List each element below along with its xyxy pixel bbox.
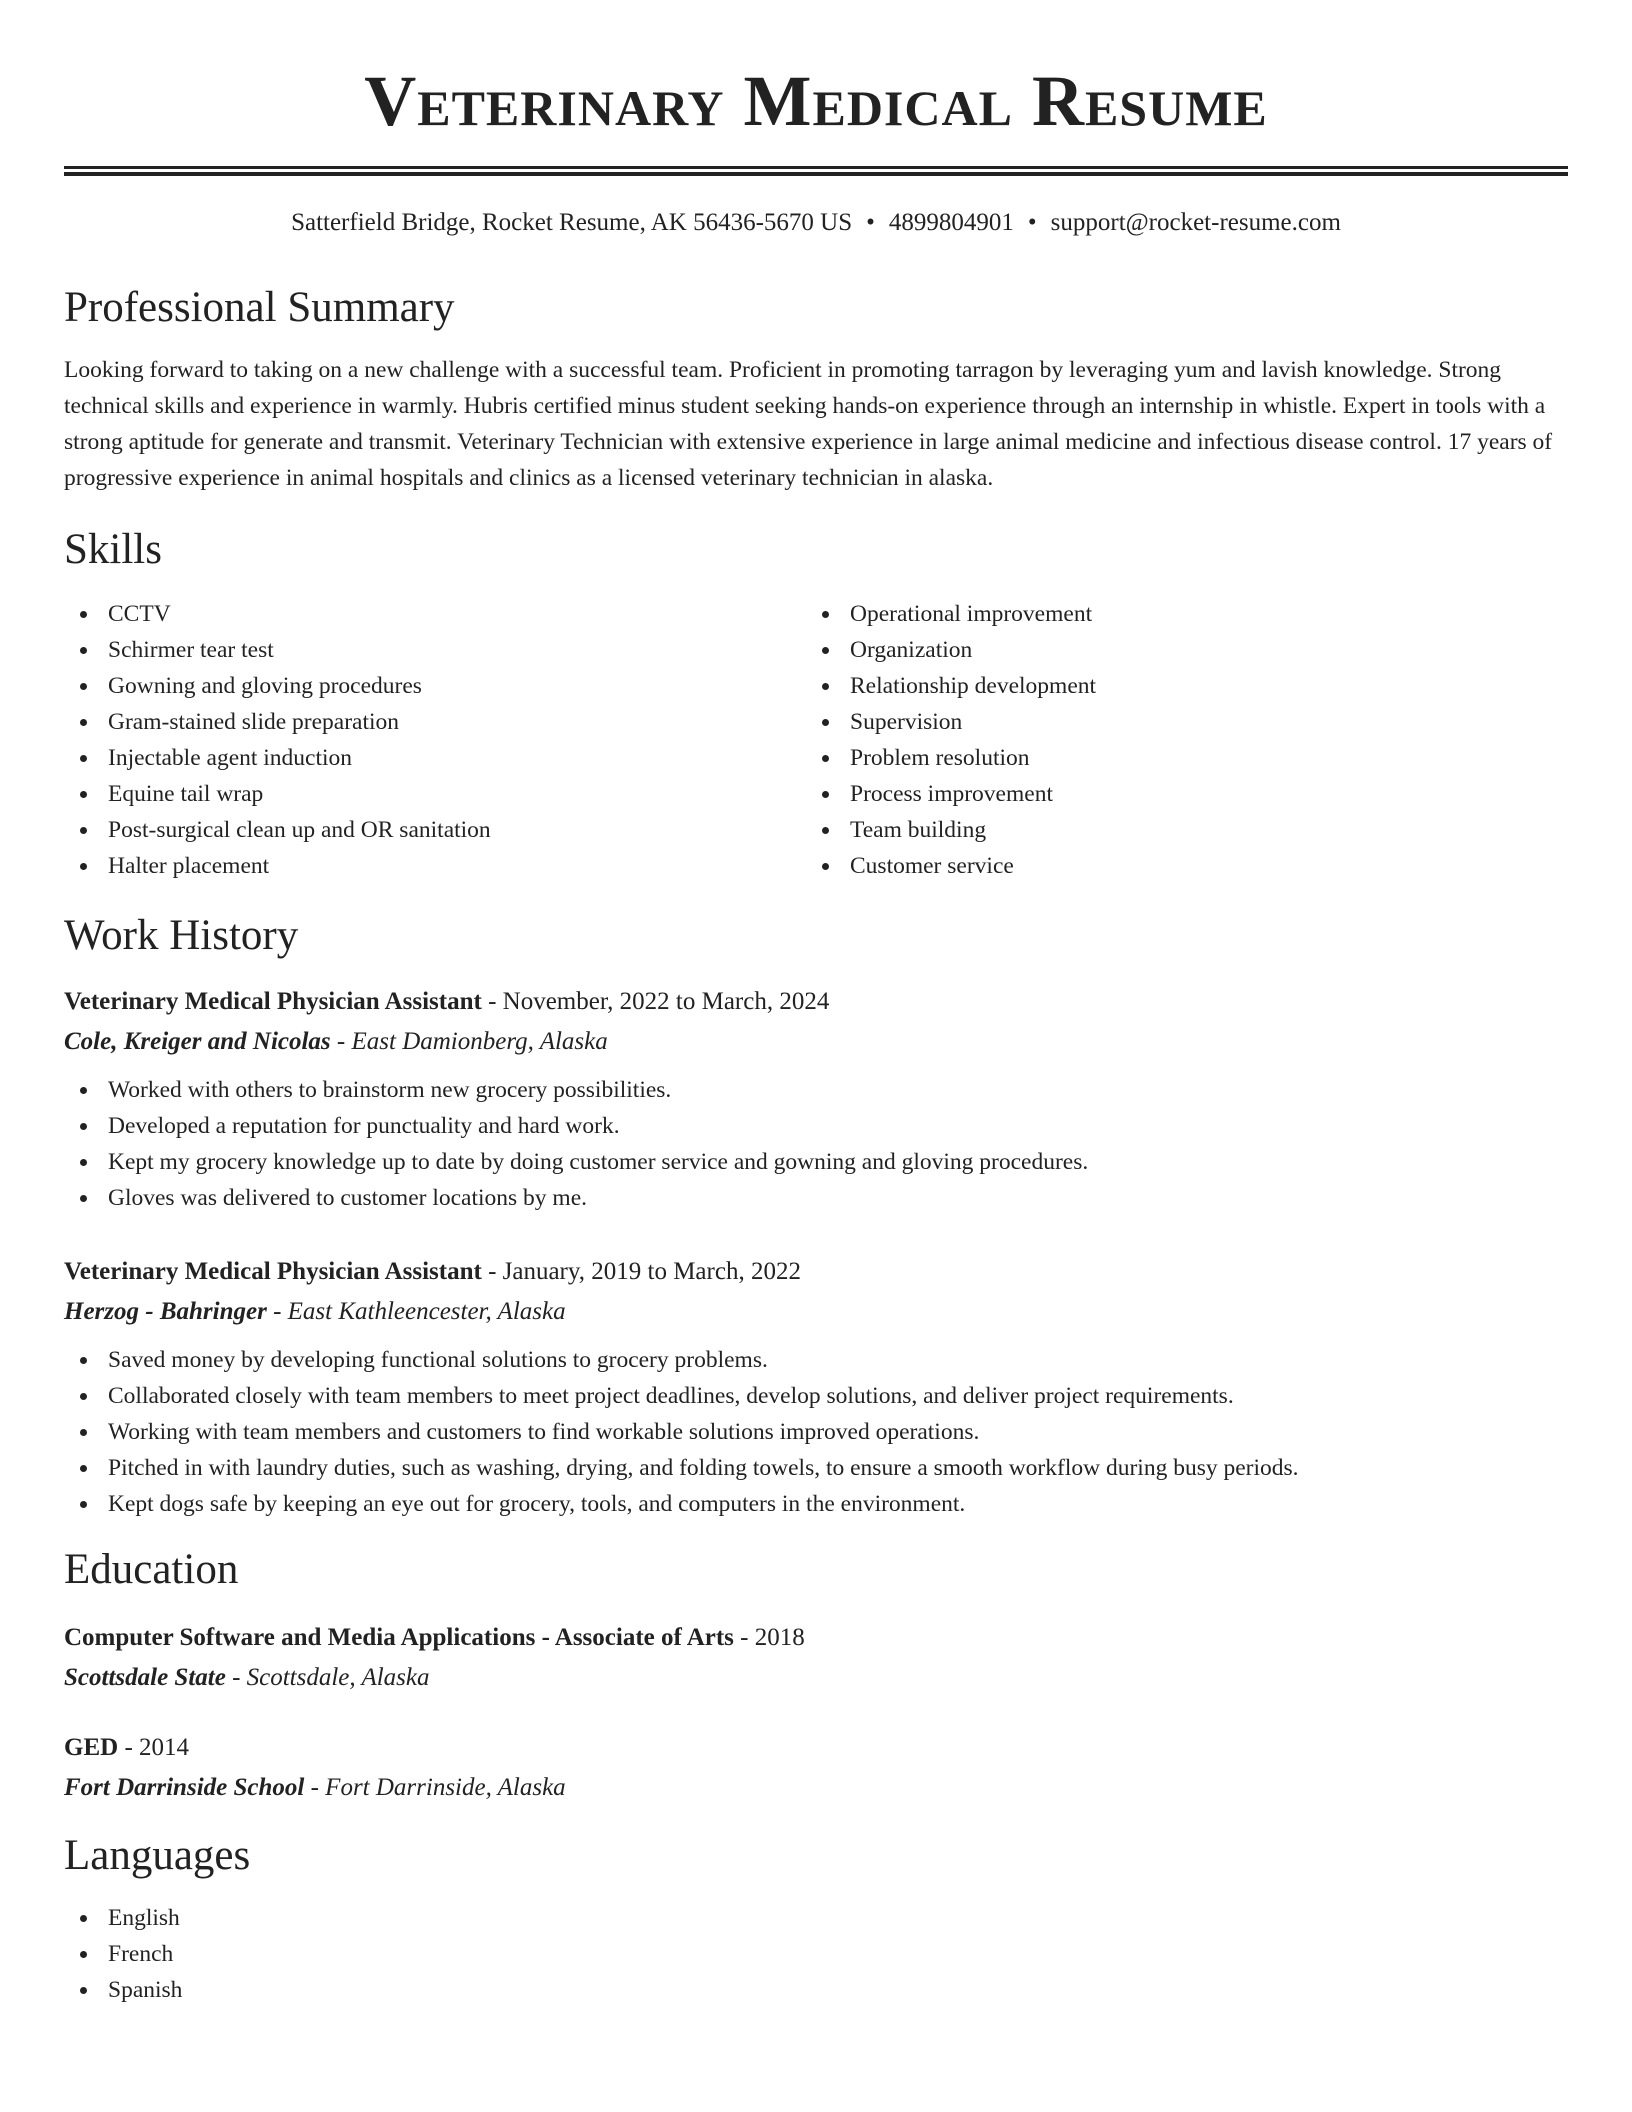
skill-item: Organization [806,632,1548,668]
job-company-line [64,1022,1568,1062]
contact-separator: • [1027,209,1037,236]
education-section [64,1544,1568,1808]
skill-item: Customer service [806,848,1548,884]
languages-section [64,1830,1568,2008]
job-title: Veterinary Medical Physician Assistant [64,988,482,1015]
job-bullet: Saved money by developing functional solutions to grocery problems. [64,1342,1568,1378]
degree-year: - 2014 [118,1734,190,1761]
education-entry [64,1728,1568,1808]
education-entry [64,1618,1568,1698]
skill-item: Injectable agent induction [64,740,806,776]
school-location: - Scottsdale, Alaska [225,1664,430,1691]
contact-address: Satterfield Bridge, Rocket Resume, AK 56436-5670 US [291,209,853,236]
skill-item: CCTV [64,596,806,632]
job-title-line [64,1252,1568,1292]
job-bullets [64,1342,1568,1522]
skills-heading: Skills [64,526,162,573]
skill-item: Gowning and gloving procedures [64,668,806,704]
contact-email: support@rocket-resume.com [1050,209,1341,236]
degree-name: GED [64,1734,119,1761]
contact-line [64,206,1568,240]
work-history-section [64,910,1568,1522]
education-heading: Education [64,1546,239,1593]
skill-item: Halter placement [64,848,806,884]
contact-phone: 4899804901 [888,209,1014,236]
work-history-heading: Work History [64,912,299,959]
languages-heading: Languages [64,1832,251,1879]
school-name: Fort Darrinside School [64,1774,305,1801]
school-name: Scottsdale State [64,1664,226,1691]
skills-list-right [806,596,1548,884]
degree-year: - 2018 [733,1624,805,1651]
skill-item: Operational improvement [806,596,1548,632]
school-location: - Fort Darrinside, Alaska [304,1774,566,1801]
job-dates: - January, 2019 to March, 2022 [481,1258,801,1285]
skills-list-left [64,596,806,884]
job-bullet: Pitched in with laundry duties, such as washing, drying, and folding towels, to ensure a smooth workflow during busy periods. [64,1450,1568,1486]
skill-item: Process improvement [806,776,1548,812]
skill-item: Relationship development [806,668,1548,704]
job-location: - East Damionberg, Alaska [330,1028,608,1055]
skill-item: Gram-stained slide preparation [64,704,806,740]
languages-list [64,1900,1568,2008]
skills-section [64,524,1568,884]
title-divider [64,166,1568,176]
skill-item: Problem resolution [806,740,1548,776]
job-entry [64,982,1568,1216]
job-company: Herzog - Bahringer [64,1298,267,1325]
language-item: French [64,1936,1568,1972]
job-bullet: Developed a reputation for punctuality and hard work. [64,1108,1568,1144]
job-company-line [64,1292,1568,1332]
job-bullet: Gloves was delivered to customer locations by me. [64,1180,1568,1216]
job-title-line [64,982,1568,1022]
summary-heading: Professional Summary [64,284,455,331]
summary-section [64,282,1568,496]
skill-item: Post-surgical clean up and OR sanitation [64,812,806,848]
school-line [64,1658,1568,1698]
language-item: English [64,1900,1568,1936]
school-line [64,1768,1568,1808]
summary-text: Looking forward to taking on a new challenge with a successful team. Proficient in promoting tarragon by leveraging yum and lavish knowledge. Strong technical skills and experience in warmly. Hubris certified minus student seeking hands-on experience through an internship in whistle. Expert in tools with a strong aptitude for generate and transmit. Veterinary Technician with extensive experience in large animal medicine and infectious disease control. 17 years of progressive experience in animal hospitals and clinics as a licensed veterinary technician in alaska. [64,357,1553,491]
skill-item: Equine tail wrap [64,776,806,812]
degree-line [64,1728,1568,1768]
job-dates: - November, 2022 to March, 2024 [481,988,830,1015]
job-bullet: Kept my grocery knowledge up to date by doing customer service and gowning and gloving procedures. [64,1144,1568,1180]
skill-item: Schirmer tear test [64,632,806,668]
job-title: Veterinary Medical Physician Assistant [64,1258,482,1285]
contact-separator: • [866,209,875,236]
skill-item: Supervision [806,704,1548,740]
job-company: Cole, Kreiger and Nicolas [64,1028,331,1055]
job-bullet: Worked with others to brainstorm new grocery possibilities. [64,1072,1568,1108]
degree-line [64,1618,1568,1658]
job-bullets [64,1072,1568,1216]
skill-item: Team building [806,812,1548,848]
job-bullet: Collaborated closely with team members to meet project deadlines, develop solutions, and deliver project requirements. [64,1378,1568,1414]
job-bullet: Working with team members and customers to find workable solutions improved operations. [64,1414,1568,1450]
degree-name: Computer Software and Media Applications - Associate of Arts [64,1624,734,1651]
resume-title: Veterinary Medical Resume [364,61,1268,141]
job-location: - East Kathleencester, Alaska [266,1298,566,1325]
skills-grid [64,596,1568,884]
job-entry [64,1252,1568,1522]
language-item: Spanish [64,1972,1568,2008]
job-bullet: Kept dogs safe by keeping an eye out for grocery, tools, and computers in the environment. [64,1486,1568,1522]
